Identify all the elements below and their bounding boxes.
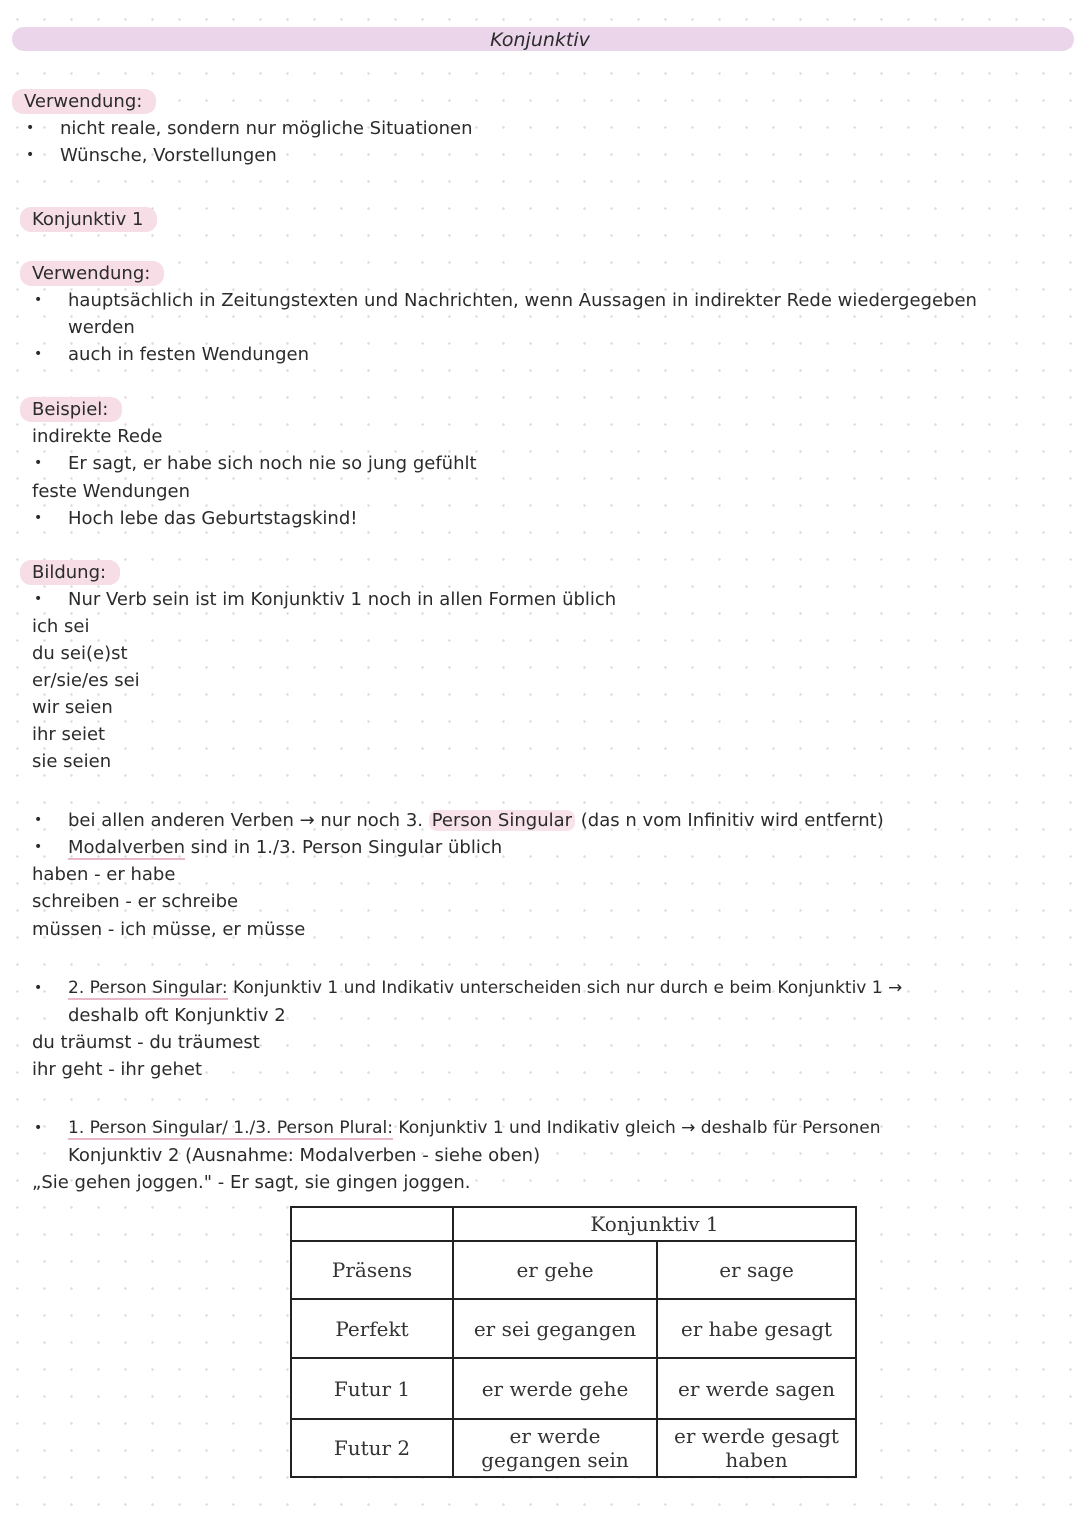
section-k1	[32, 206, 157, 233]
conjugation-form: ihr seiet	[32, 724, 106, 745]
highlight-person-singular: Person Singular	[429, 810, 575, 831]
conjugation-form: er/sie/es sei	[32, 670, 140, 691]
subheading-indirekte-rede: indirekte Rede	[32, 426, 163, 447]
form-cell: er gehe	[453, 1241, 657, 1299]
conjugation-table	[290, 1206, 857, 1478]
example-line: haben - er habe	[32, 864, 176, 885]
text-segment: bei allen anderen Verben → nur noch 3.	[68, 810, 429, 831]
form-cell: er werde gehe	[453, 1358, 657, 1419]
list-item: • Nur Verb sein ist im Konjunktiv 1 noch in allen Formen üblich	[68, 586, 616, 613]
section-bildung	[32, 559, 120, 586]
tense-cell: Futur 1	[291, 1358, 453, 1419]
form-line: gegangen sein	[481, 1448, 629, 1472]
list-item: • nicht reale, sondern nur mögliche Situationen	[60, 115, 473, 142]
underline-modalverben: Modalverben	[68, 837, 186, 858]
section-verwendung-k1	[32, 260, 164, 287]
heading-k1: Konjunktiv 1	[20, 207, 157, 232]
list-item: • Er sagt, er habe sich noch nie so jung gefühlt	[68, 450, 477, 477]
text-segment: Konjunktiv 1 und Indikativ unterscheiden sich nur durch e beim Konjunktiv 1 →	[227, 978, 903, 998]
section-verwendung	[24, 88, 156, 115]
list-item-continuation: Konjunktiv 2 (Ausnahme: Modalverben - siehe oben)	[68, 1145, 541, 1166]
tense-cell: Präsens	[291, 1241, 453, 1299]
example-line: müssen - ich müsse, er müsse	[32, 919, 306, 940]
heading-verwendung: Verwendung:	[12, 89, 156, 114]
conjugation-form: ich sei	[32, 616, 90, 637]
form-cell: er habe gesagt	[657, 1299, 856, 1358]
table-corner-cell	[291, 1207, 453, 1241]
text-segment: sind in 1./3. Person Singular üblich	[185, 837, 503, 858]
form-cell: er werde sagen	[657, 1358, 856, 1419]
conjugation-form: du sei(e)st	[32, 643, 128, 664]
list-item	[68, 834, 502, 861]
text-segment: Konjunktiv 1 und Indikativ gleich → deshalb für Personen	[392, 1118, 881, 1138]
example-line: ihr geht - ihr gehet	[32, 1059, 203, 1080]
form-line: er werde	[509, 1424, 601, 1448]
form-cell: er sage	[657, 1241, 856, 1299]
heading-verwendung-k1: Verwendung:	[20, 261, 164, 286]
table-header-row	[291, 1207, 856, 1241]
conjugation-form: sie seien	[32, 751, 112, 772]
list-item	[68, 807, 884, 834]
list-item-continuation: deshalb oft Konjunktiv 2	[68, 1005, 286, 1026]
heading-bildung: Bildung:	[20, 560, 120, 585]
list-item-continuation: werden	[68, 317, 135, 338]
table-row	[291, 1299, 856, 1358]
example-line: du träumst - du träumest	[32, 1032, 260, 1053]
list-item: • auch in festen Wendungen	[68, 341, 309, 368]
text-segment: (das n vom Infinitiv wird entfernt)	[575, 810, 884, 831]
subheading-feste-wendungen: feste Wendungen	[32, 481, 191, 502]
form-cell: er sei gegangen	[453, 1299, 657, 1358]
underline-2-person: 2. Person Singular:	[68, 978, 228, 998]
form-line: haben	[725, 1448, 788, 1472]
heading-beispiel: Beispiel:	[20, 397, 122, 422]
example-line: schreiben - er schreibe	[32, 891, 239, 912]
conjugation-form: wir seien	[32, 697, 113, 718]
table-header: Konjunktiv 1	[453, 1207, 856, 1241]
form-line: er werde gesagt	[674, 1424, 839, 1448]
list-item	[68, 975, 902, 1002]
list-item: • hauptsächlich in Zeitungstexten und Nachrichten, wenn Aussagen in indirekter Rede wiedergegeben	[68, 287, 977, 314]
table-row	[291, 1358, 856, 1419]
tense-cell: Perfekt	[291, 1299, 453, 1358]
table-row	[291, 1241, 856, 1299]
section-beispiel	[32, 396, 122, 423]
list-item: • Hoch lebe das Geburtstagskind!	[68, 505, 358, 532]
quote-example: „Sie gehen joggen." - Er sagt, sie gingen joggen.	[32, 1172, 471, 1193]
list-item: • Wünsche, Vorstellungen	[60, 142, 277, 169]
page-title: Konjunktiv	[490, 29, 590, 51]
underline-1-person: 1. Person Singular/ 1./3. Person Plural:	[68, 1118, 393, 1138]
list-item	[68, 1115, 881, 1142]
form-cell	[657, 1419, 856, 1477]
form-cell	[453, 1419, 657, 1477]
table-row	[291, 1419, 856, 1477]
tense-cell: Futur 2	[291, 1419, 453, 1477]
